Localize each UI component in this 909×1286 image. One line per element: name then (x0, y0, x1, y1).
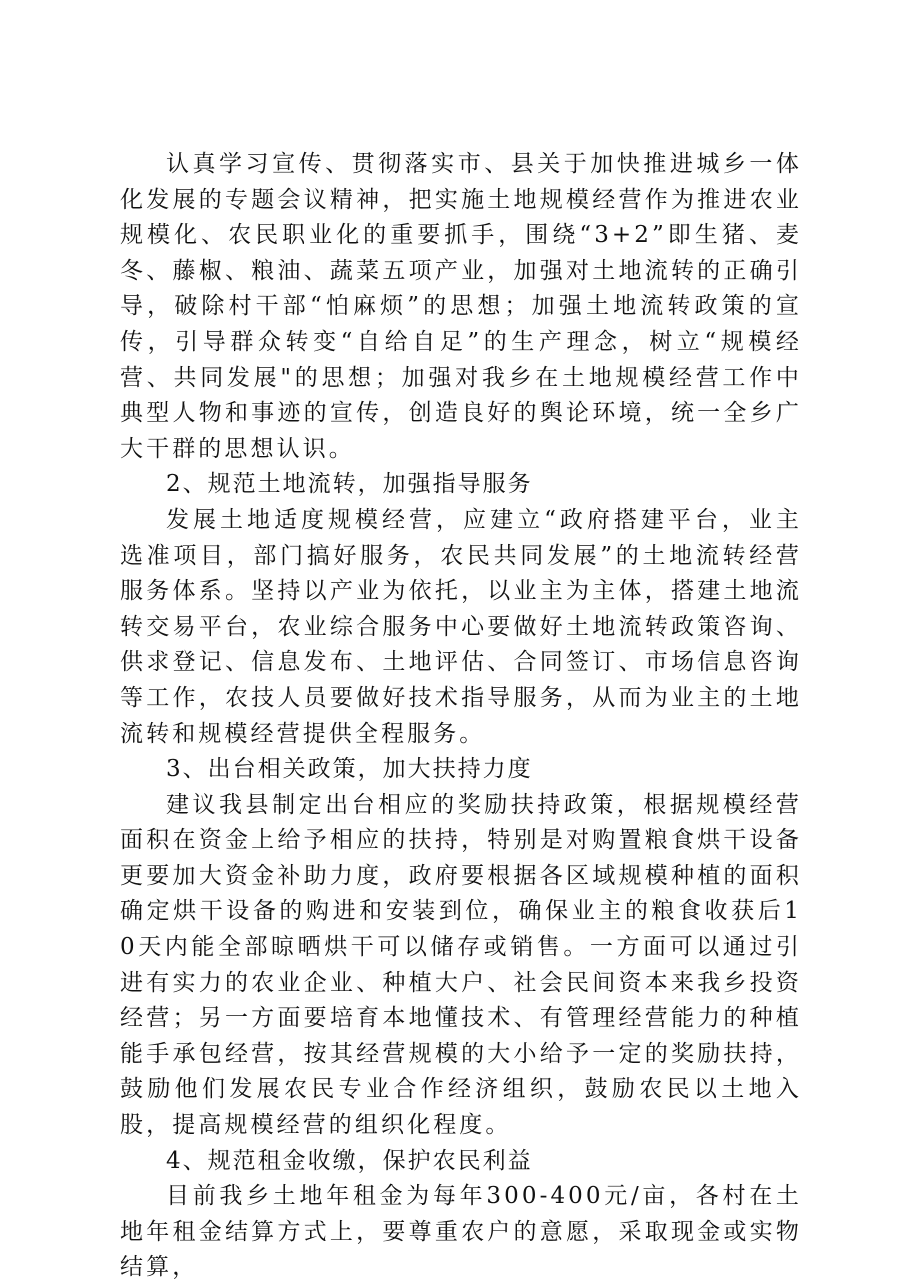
heading-policy-support: 3、出台相关政策，加大扶持力度 (166, 756, 533, 783)
paragraph-incentive-policy: 建议我县制定出台相应的奖励扶持政策，根据规模经营面积在资金上给予相应的扶持，特别是对购置粮食烘干设备更要加大资金补助力度，政府要根据各区域规模种植的面积确定烘干设备的购进和安装到位，确保业主的粮食收获后10天内能全部晾晒烘干可以储存或销售。一方面可以通过引进有实力的农业企业、种植大户、社会民间资本来我乡投资经营；另一方面要培育本地懂技术、有管理经营能力的种植能手承包经营，按其经营规模的大小给予一定的奖励扶持，鼓励他们发展农民专业合作经济组织，鼓励农民以土地入股，提高规模经营的组织化程度。 (120, 791, 802, 1139)
paragraph-service-system: 发展土地适度规模经营，应建立“政府搭建平台，业主选准项目，部门搞好服务，农民共同发展”的土地流转经营服务体系。坚持以产业为依托，以业主为主体，搭建土地流转交易平台，农业综合服务中心要做好土地流转政策咨询、供求登记、信息发布、土地评估、合同签订、市场信息咨询等工作，农技人员要做好技术指导服务，从而为业主的土地流转和规模经营提供全程服务。 (120, 506, 802, 747)
document-page (120, 147, 802, 1286)
heading-rent-collection: 4、规范租金收缴，保护农民利益 (166, 1147, 533, 1174)
paragraph-publicity: 认真学习宣传、贯彻落实市、县关于加快推进城乡一体化发展的专题会议精神，把实施土地规模经营作为推进农业规模化、农民职业化的重要抓手，围绕“3+2”即生猪、麦冬、藤椒、粮油、蔬菜五项产业，加强对土地流转的正确引导，破除村干部“怕麻烦”的思想；加强土地流转政策的宣传，引导群众转变“自给自足”的生产理念，树立“规模经营、共同发展"的思想；加强对我乡在土地规模经营工作中典型人物和事迹的宣传，创造良好的舆论环境，统一全乡广大干群的思想认识。 (120, 151, 802, 462)
paragraph-rent-settlement: 目前我乡土地年租金为每年300-400元/亩，各村在土地年租金结算方式上，要尊重农户的意愿，采取现金或实物结算， (120, 1183, 802, 1281)
heading-land-transfer: 2、规范土地流转，加强指导服务 (166, 471, 533, 498)
